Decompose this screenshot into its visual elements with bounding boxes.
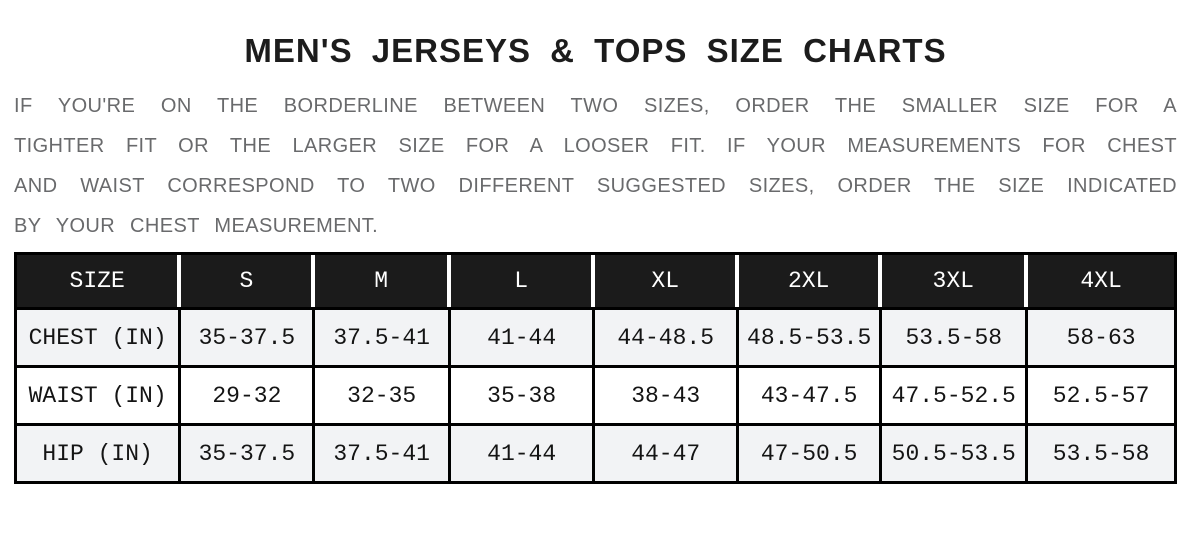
column-header-4xl: 4XL — [1028, 255, 1174, 307]
table-cell: 35-37.5 — [181, 307, 315, 365]
table-cell: 44-47 — [595, 423, 738, 481]
table-cell: 53.5-58 — [1028, 423, 1174, 481]
table-cell: 53.5-58 — [882, 307, 1028, 365]
table-cell: 47-50.5 — [739, 423, 882, 481]
intro-line-4: BY YOUR CHEST MEASUREMENT. — [14, 215, 379, 237]
intro-line-3: AND WAIST CORRESPOND TO TWO DIFFERENT SUGGESTED SIZES, ORDER THE SIZE INDICATED — [14, 175, 1177, 197]
page-title: MEN'S JERSEYS & TOPS SIZE CHARTS — [244, 32, 947, 69]
size-table — [17, 255, 1174, 481]
size-chart-page — [0, 32, 1191, 484]
table-cell: 29-32 — [181, 365, 315, 423]
table-cell: 52.5-57 — [1028, 365, 1174, 423]
size-table-frame — [14, 252, 1177, 484]
column-header-l: L — [451, 255, 596, 307]
table-cell: 41-44 — [451, 307, 596, 365]
table-cell: 35-38 — [451, 365, 596, 423]
table-cell: 48.5-53.5 — [739, 307, 882, 365]
row-label-chest: CHEST (IN) — [17, 307, 181, 365]
table-cell: 43-47.5 — [739, 365, 882, 423]
column-header-3xl: 3XL — [882, 255, 1028, 307]
table-cell: 47.5-52.5 — [882, 365, 1028, 423]
table-cell: 37.5-41 — [315, 423, 450, 481]
intro-paragraph — [14, 86, 1177, 246]
table-row-waist — [17, 365, 1174, 423]
row-label-waist: WAIST (IN) — [17, 365, 181, 423]
header-row — [17, 255, 1174, 307]
column-header-s: S — [181, 255, 315, 307]
intro-line-2: TIGHTER FIT OR THE LARGER SIZE FOR A LOOSER FIT. IF YOUR MEASUREMENTS FOR CHEST — [14, 135, 1177, 157]
column-header-size: SIZE — [17, 255, 181, 307]
column-header-2xl: 2XL — [739, 255, 882, 307]
intro-line-1: IF YOU'RE ON THE BORDERLINE BETWEEN TWO SIZES, ORDER THE SMALLER SIZE FOR A — [14, 95, 1177, 117]
table-cell: 38-43 — [595, 365, 738, 423]
size-table-header — [17, 255, 1174, 307]
column-header-xl: XL — [595, 255, 738, 307]
table-cell: 35-37.5 — [181, 423, 315, 481]
table-cell: 58-63 — [1028, 307, 1174, 365]
table-row-chest — [17, 307, 1174, 365]
table-cell: 32-35 — [315, 365, 450, 423]
table-cell: 41-44 — [451, 423, 596, 481]
table-row-hip — [17, 423, 1174, 481]
size-table-body — [17, 307, 1174, 481]
table-cell: 44-48.5 — [595, 307, 738, 365]
row-label-hip: HIP (IN) — [17, 423, 181, 481]
table-cell: 37.5-41 — [315, 307, 450, 365]
column-header-m: M — [315, 255, 450, 307]
table-cell: 50.5-53.5 — [882, 423, 1028, 481]
